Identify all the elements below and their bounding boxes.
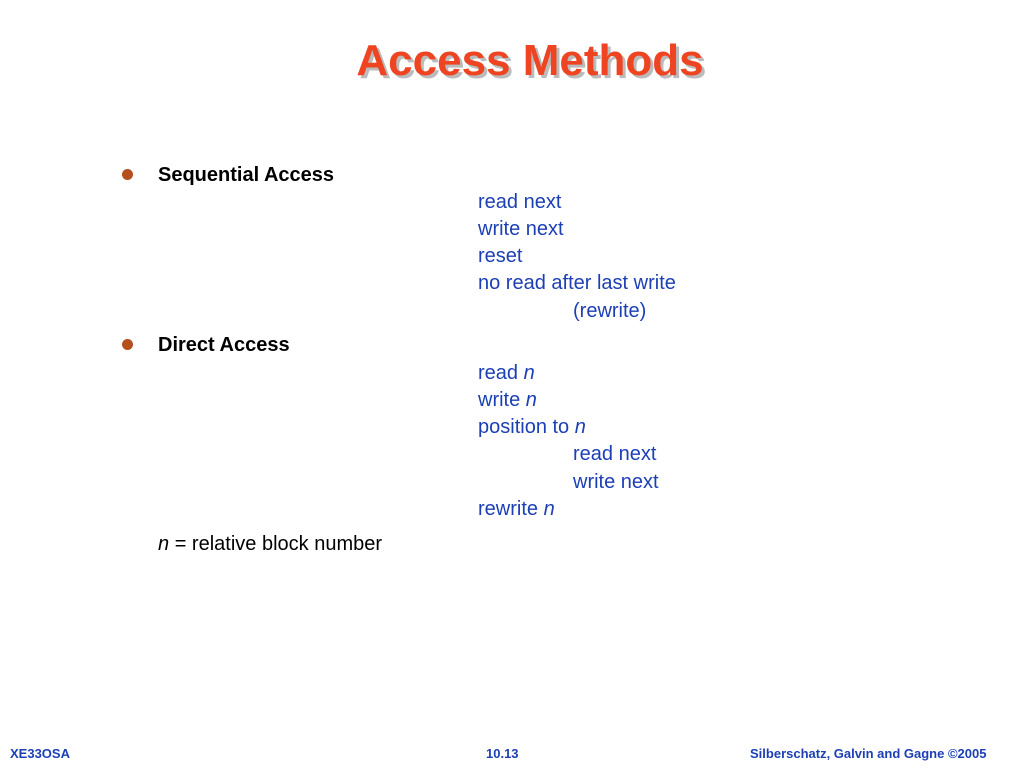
operation-item: write next xyxy=(573,471,659,493)
operation-item: read next xyxy=(478,191,562,213)
section-heading-sequential: Sequential Access xyxy=(158,164,335,186)
section-heading-direct: Direct Access xyxy=(158,334,290,356)
operation-item: write next xyxy=(478,218,564,240)
operation-item: no read after last write xyxy=(478,272,676,294)
operation-item: read next xyxy=(573,443,657,465)
operation-item: write n xyxy=(478,389,537,411)
bullet-icon xyxy=(122,169,133,180)
footer-course-code: XE33OSA xyxy=(10,746,70,761)
footer-slide-number: 10.13 xyxy=(486,746,519,761)
bullet-icon xyxy=(122,339,133,350)
operation-item: position to n xyxy=(478,416,586,438)
footer-copyright: Silberschatz, Galvin and Gagne ©2005 xyxy=(750,746,987,761)
operation-item: reset xyxy=(478,245,523,267)
definition-note: n = relative block number xyxy=(158,533,383,555)
operation-item: read n xyxy=(478,362,535,384)
slide-title: Access Methods xyxy=(356,36,704,85)
operation-item: (rewrite) xyxy=(573,300,647,322)
operation-item: rewrite n xyxy=(478,498,555,520)
